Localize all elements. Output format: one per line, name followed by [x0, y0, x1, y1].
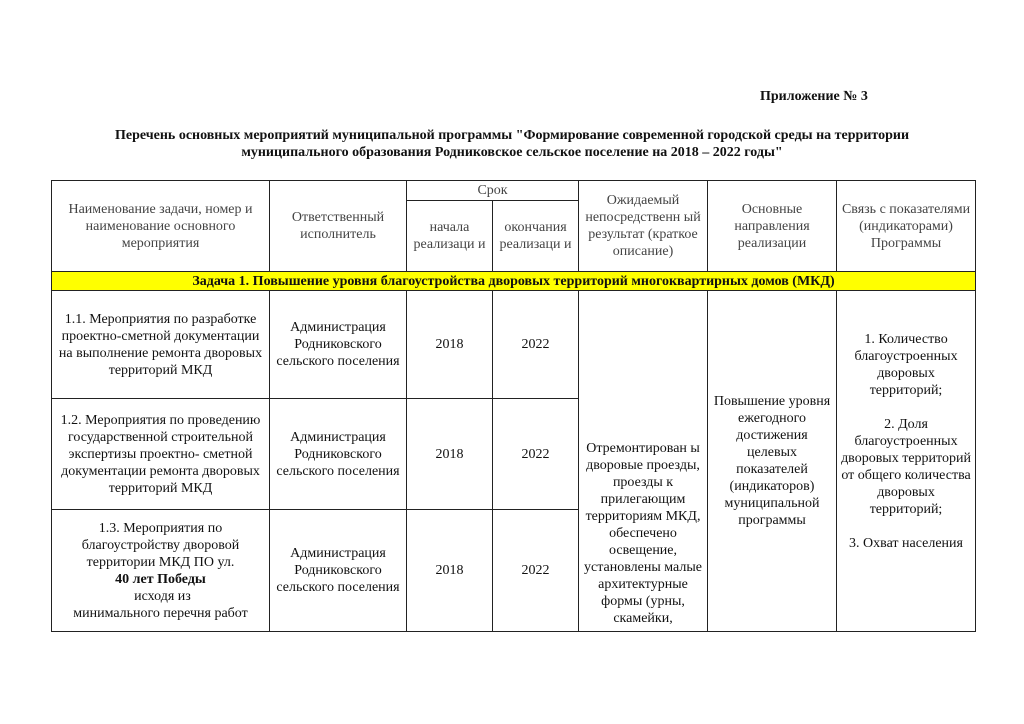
- main-directions: Повышение уровня ежегодного достижения целевых показателей (индикаторов) муниципальной программы: [708, 291, 837, 632]
- row-2-executor: Администрация Родниковского сельского поселения: [270, 399, 407, 510]
- row-3-executor: Администрация Родниковского сельского поселения: [270, 510, 407, 632]
- row-2-end: 2022: [493, 399, 579, 510]
- row-3-end: 2022: [493, 510, 579, 632]
- header-start: начала реализаци и: [407, 201, 493, 272]
- row-3-start: 2018: [407, 510, 493, 632]
- header-executor: Ответственный исполнитель: [270, 181, 407, 272]
- row-1-executor: Администрация Родниковского сельского поселения: [270, 291, 407, 399]
- activities-table: [51, 180, 976, 632]
- header-task-name: Наименование задачи, номер и наименование основного мероприятия: [52, 181, 270, 272]
- row-3-name-part1: 1.3. Мероприятия по благоустройству дворовой территории МКД ПО ул.: [81, 520, 240, 570]
- header-end: окончания реализаци и: [493, 201, 579, 272]
- indicator-1: 1. Количество благоустроенных дворовых территорий;: [854, 332, 958, 398]
- header-directions: Основные направления реализации: [708, 181, 837, 272]
- header-indicators: Связь с показателями (индикаторами) Программы: [837, 181, 976, 272]
- row-3-name: [52, 510, 270, 632]
- title-line-2: муниципального образования Родниковское сельское поселение на 2018 – 2022 годы": [241, 145, 783, 160]
- indicator-2: 2. Доля благоустроенных дворовых территорий от общего количества дворовых территорий;: [841, 417, 971, 517]
- title-line-1: Перечень основных мероприятий муниципальной программы "Формирование современной городской среды на территории: [114, 128, 910, 143]
- row-3-name-part2-b: минимального перечня работ: [73, 605, 248, 621]
- row-2-start: 2018: [407, 399, 493, 510]
- document-title: [40, 127, 984, 161]
- header-term: Срок: [407, 181, 579, 201]
- task-1-row: Задача 1. Повышение уровня благоустройства дворовых территорий многоквартирных домов (МКД): [52, 272, 976, 291]
- row-1-name: 1.1. Мероприятия по разработке проектно-сметной документации на выполнение ремонта дворовых территорий МКД: [52, 291, 270, 399]
- indicator-3: 3. Охват населения: [849, 536, 963, 551]
- row-3-name-street: 40 лет Победы: [115, 571, 206, 587]
- row-3-name-part2-a: исходя из: [134, 588, 191, 604]
- header-result: Ожидаемый непосредственн ый результат (краткое описание): [579, 181, 708, 272]
- expected-result: Отремонтирован ы дворовые проезды, проезды к прилегающим территориям МКД, обеспечено освещение, установлены малые архитектурные формы (урны, скамейки,: [579, 291, 708, 632]
- appendix-label: Приложение № 3: [760, 89, 868, 104]
- row-1-end: 2022: [493, 291, 579, 399]
- row-1-start: 2018: [407, 291, 493, 399]
- indicators-cell: [837, 291, 976, 632]
- row-2-name: 1.2. Мероприятия по проведению государственной строительной экспертизы проектно- сметной документации ремонта дворовых территорий МКД: [52, 399, 270, 510]
